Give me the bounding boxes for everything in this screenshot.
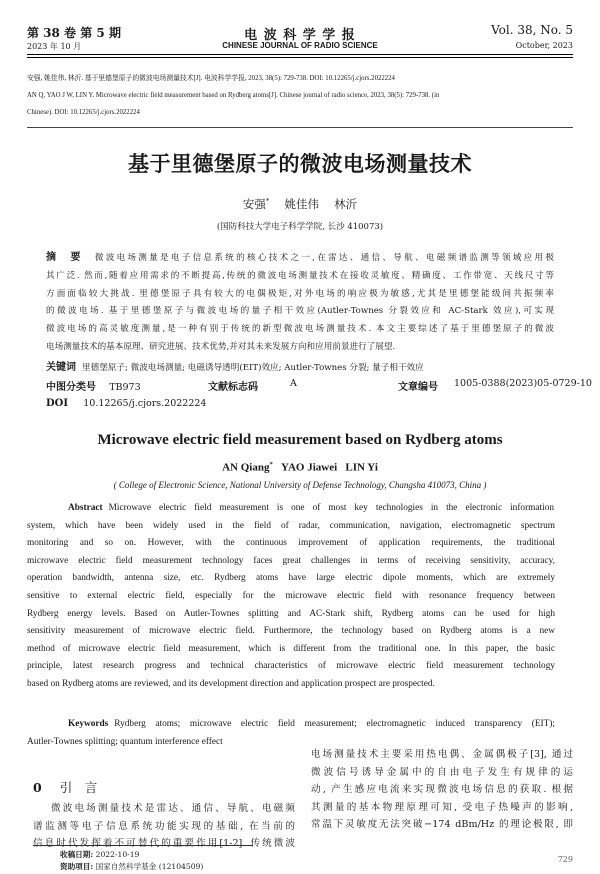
- footnote: [60, 849, 203, 873]
- article-number-label: 文章编号: [398, 382, 438, 393]
- author-en-an: AN Qiang: [222, 461, 270, 474]
- body-line: 常温下灵敏度无法突破−174 dBm/Hz 的理论极限, 即: [311, 819, 573, 830]
- section-heading: [33, 778, 97, 796]
- fund-value: 国家自然科学基金 (12104509): [95, 862, 204, 871]
- affiliation-en: ( College of Electronic Science, National University of Defense Technology, Changsha 410073, China ): [113, 480, 487, 490]
- keywords-en-line: Keywords Rydberg atoms; microwave electric field measurement; electromagnetic induced transparency (EIT);: [68, 719, 555, 729]
- abstract-cn-line: 微波电场的高灵敏度测量,是一种有别于传统的新型微波电场测量技术. 本文主要综述了基于里德堡原子的微波: [46, 324, 554, 335]
- corresponding-mark: *: [265, 197, 270, 206]
- abstract-cn-line: 的微波电场. 基于里德堡原子与微波电场的量子相干效应(Autler-Townes 分裂效应和 AC-Stark 效应),可实现: [46, 306, 554, 317]
- abstract-en-body: [27, 518, 555, 694]
- abstract-en-line: monitoring and so on. However, with the continuous improvement of application requirements, the traditional: [27, 538, 555, 549]
- doi-row: [46, 398, 206, 409]
- author-en-lin: LIN Yi: [345, 461, 378, 474]
- abstract-en-line: system, which have been widely used in the field of radar, communication, navigation, electromagnetic spectrum: [27, 520, 555, 531]
- section-title: 引 言: [59, 780, 98, 795]
- citation-block: [27, 70, 573, 121]
- journal-title-en: CHINESE JOURNAL OF RADIO SCIENCE: [222, 41, 378, 50]
- fund-label: 资助项目:: [60, 862, 94, 871]
- classification-row: [46, 378, 592, 393]
- abstract-en-line: sensitivity measurement of microwave electric field. Furthermore, the technology based on Rydberg atoms is a new: [27, 626, 555, 637]
- author-lin: 林沂: [334, 197, 358, 211]
- keywords-cn-label: 关键词: [46, 362, 76, 373]
- affiliation-cn: (国防科技大学电子科学学院, 长沙 410073): [216, 222, 384, 232]
- author-an: 安强: [242, 197, 266, 211]
- citation-en-cont: Chinese). DOI: 10.12265/j.cjors.2022224: [27, 109, 140, 116]
- received-label: 收稿日期:: [60, 850, 94, 859]
- page-number: 729: [557, 855, 573, 864]
- abstract-cn: [46, 249, 554, 357]
- journal-volume-en: Vol. 38, No. 5: [491, 23, 573, 37]
- footnote-rule: [33, 845, 253, 846]
- paper-title-en: Microwave electric field measurement based on Rydberg atoms: [97, 432, 503, 448]
- keywords-en-label: Keywords: [68, 719, 109, 729]
- abstract-cn-line: 其广泛. 然而,随着应用需求的不断提高,传统的微波电场测量技术在接收灵敏度、精确度、工作带宽、天线尺寸等: [46, 270, 554, 281]
- keywords-en-line: Autler-Townes splitting; quantum interference effect: [27, 736, 223, 747]
- citation-en: AN Q, YAO J W, LIN Y. Microwave electric field measurement based on Rydberg atoms[J]. Chinese journal of radio science, 2023, 38(5): 729-738. (in: [27, 92, 440, 99]
- abstract-en-line: microwave electric field measurement technology faces great challenges in terms of receiving sensitivity, accuracy,: [27, 555, 555, 566]
- body-line: 其测量的基本物理原理可知, 受电子热噪声的影响,: [311, 801, 573, 813]
- body-line: 微波电场测量技术是雷达、通信、导航、电磁频: [51, 803, 295, 814]
- abstract-en-line: based on Rydberg atoms are reviewed, and its development direction and application prospect are prospected.: [27, 678, 435, 689]
- doc-code-value: A: [290, 378, 297, 389]
- keywords-cn: [46, 358, 554, 373]
- abstract-en-line: principle, latest research progress and technical characteristics of microwave electric field measurement technology: [27, 661, 555, 672]
- journal-date-en: October, 2023: [515, 41, 573, 50]
- received-value: 2022-10-19: [95, 850, 140, 859]
- doi-label: DOI: [46, 398, 69, 409]
- body-line: 电场测量技术主要采用热电偶、金属偶极子[3], 通过: [311, 749, 573, 760]
- journal-volume-cn: 第 38 卷 第 5 期: [27, 26, 121, 40]
- paper-title-cn: 基于里德堡原子的微波电场测量技术: [128, 152, 472, 176]
- author-yao: 姚佳伟: [284, 197, 319, 211]
- clc-label: 中图分类号: [46, 382, 96, 393]
- doc-code-label: 文献标志码: [208, 382, 258, 393]
- keywords-cn-text: 里德堡原子; 微波电场测量; 电磁诱导透明(EIT)效应; Autler-Townes 分裂; 量子相干效应: [82, 363, 424, 373]
- abstract-en-line: operation bandwidth, antenna size, etc. Rydberg atoms have large electric dipole moments, which are extremely: [27, 573, 555, 584]
- authors-cn: [27, 196, 573, 212]
- clc-value: TB973: [109, 382, 141, 393]
- journal-title-cn: 电 波 科 学 学 报: [244, 28, 356, 43]
- body-line: 动, 产生感应电流来实现微波电场信息的获取. 根据: [311, 784, 573, 795]
- body-line: 谱监测等电子信息系统功能实现的基础, 在当前的: [33, 820, 295, 832]
- abstract-cn-line: 方面面临较大挑战. 里德堡原子具有较大的电偶极矩,对外电场的响应极为敏感,尤其是里德堡能级间共振频率: [46, 288, 554, 299]
- abstract-cn-line: 摘 要 微波电场测量是电子信息系统的核心技术之一,在雷达、通信、导航、电磁频谱监测等领域应用极: [46, 252, 555, 263]
- received-date: [60, 849, 203, 861]
- section-number: 0: [33, 780, 42, 795]
- authors-en: [27, 461, 573, 474]
- citation-cn: 安强, 姚佳伟, 林沂. 基于里德堡原子的微波电场测量技术[J]. 电波科学学报, 2023, 38(5): 729-738. DOI: 10.12265/j.cjors.2022224: [27, 75, 395, 82]
- body-column-right: [311, 746, 573, 834]
- article-number-value: 1005-0388(2023)05-0729-10: [454, 378, 592, 389]
- doi-value: 10.12265/j.cjors.2022224: [83, 398, 207, 409]
- abstract-en-line: method of microwave electric field measurement, which is different from the traditional one. In this paper, the basic: [27, 643, 555, 654]
- funding: [60, 861, 203, 873]
- abstract-en-line: sensitive to external electric field, especially for the microwave electric field with resonance frequency between: [27, 590, 555, 601]
- abstract-cn-label: 摘 要: [46, 252, 83, 263]
- journal-date-cn: 2023 年 10 月: [27, 42, 82, 51]
- abstract-cn-line: 电场测量技术的基本原理、研究进展、技术优势,并对其未来发展方向和应用前景进行了展望.: [46, 341, 396, 352]
- body-line: 信息时代发挥着不可替代的重要作用[1-2]. 传统微波: [33, 838, 295, 849]
- abstract-en-label: Abstract: [68, 503, 103, 513]
- abstract-en-line: Rydberg energy levels. Based on Autler-Townes splitting and AC-Stark shift, Rydberg atoms can be used for high: [27, 608, 555, 619]
- author-en-yao: YAO Jiawei: [281, 461, 338, 474]
- corresponding-mark-en: *: [269, 461, 273, 468]
- abstract-en: [46, 500, 554, 518]
- abstract-en-line: Abstract Microwave electric field measurement is one of most key technologies in the electronic information: [68, 503, 554, 513]
- body-line: 微波信号诱导金属中的自由电子发生有规律的运: [311, 766, 573, 778]
